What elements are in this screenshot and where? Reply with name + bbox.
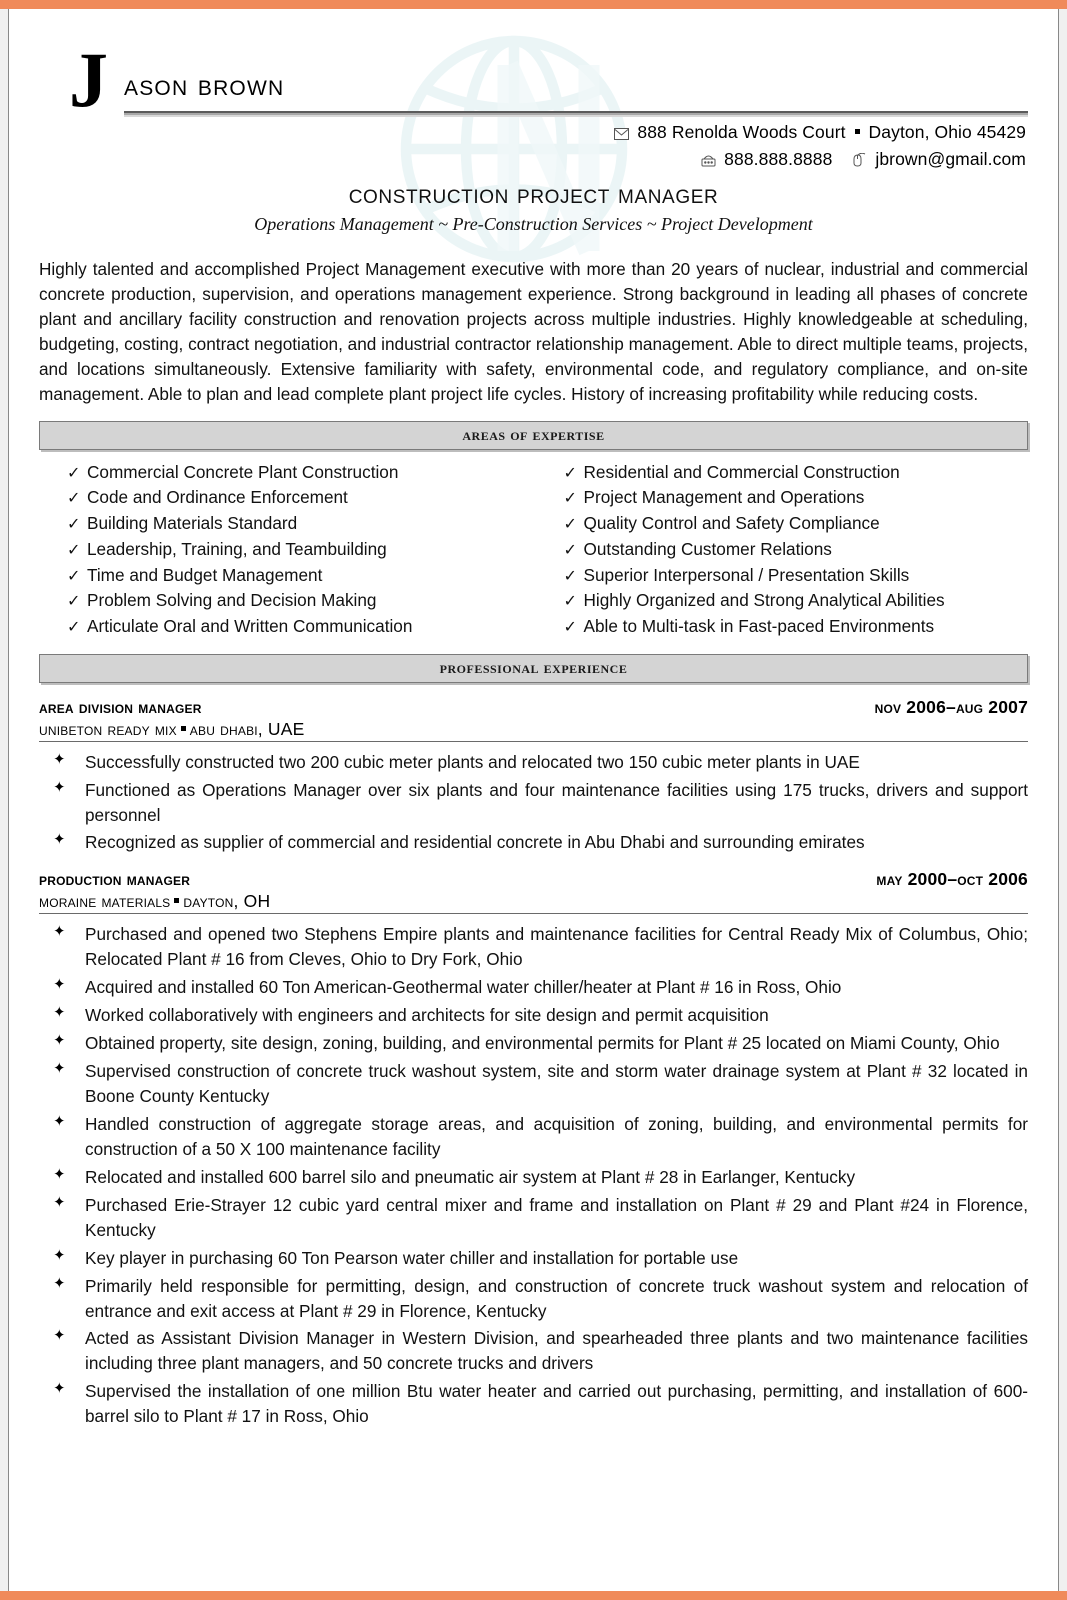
job-bullet-item — [39, 1326, 1028, 1376]
contact-phone-email-line — [614, 147, 1026, 174]
job-dates: may 2000–oct 2006 — [876, 869, 1028, 890]
job-company-line — [39, 891, 1028, 914]
check-icon: ✓ — [67, 567, 81, 585]
jobs-container — [39, 697, 1028, 1430]
expertise-item — [564, 485, 1029, 511]
check-icon: ✓ — [67, 541, 81, 559]
check-icon: ✓ — [67, 618, 81, 636]
expertise-item-label: Time and Budget Management — [87, 564, 323, 585]
job-header-row — [39, 869, 1028, 890]
expertise-column-right — [564, 460, 1029, 640]
check-icon: ✓ — [563, 593, 577, 611]
job-bullet-list — [39, 750, 1028, 856]
star-bullet-icon: ✦ — [53, 1004, 66, 1022]
star-bullet-icon: ✦ — [53, 1380, 66, 1398]
check-icon: ✓ — [563, 490, 577, 508]
expertise-item-label: Building Materials Standard — [87, 513, 298, 534]
section-header-areas-of-expertise — [39, 421, 1028, 450]
star-bullet-icon: ✦ — [53, 976, 66, 994]
expertise-item-label: Quality Control and Safety Compliance — [583, 513, 880, 534]
job-location-city: abu dhabi, — [189, 718, 263, 739]
star-bullet-icon: ✦ — [53, 1193, 66, 1211]
section-header-label: areas of expertise — [462, 424, 605, 444]
section-header-professional-experience — [39, 654, 1028, 683]
job-bullet-list — [39, 922, 1028, 1429]
job-company-and-location — [39, 891, 270, 911]
job-bullet-item — [39, 1165, 1028, 1190]
job-bullet-item — [39, 750, 1028, 775]
job-bullet-item — [39, 1112, 1028, 1162]
job-bullet-item — [39, 1059, 1028, 1109]
job-bullet-item — [39, 1246, 1028, 1271]
job-bullet-item — [39, 1031, 1028, 1056]
expertise-item-label: Commercial Concrete Plant Construction — [87, 461, 399, 482]
expertise-item — [564, 563, 1029, 589]
expertise-item-label: Highly Organized and Strong Analytical Abilities — [583, 590, 945, 611]
job-bullet-text: Acquired and installed 60 Ton American-Geothermal water chiller/heater at Plant # 16 in Ross, Ohio — [85, 977, 842, 998]
contact-address-line — [614, 120, 1026, 147]
job-target-subtitle: Operations Management ~ Pre-Construction Services ~ Project Development — [254, 214, 813, 234]
expertise-item-label: Project Management and Operations — [583, 487, 865, 508]
star-bullet-icon: ✦ — [53, 1032, 66, 1050]
telephone-icon — [701, 149, 716, 174]
company-location-separator-square — [181, 726, 186, 731]
address-text: 888 Renolda Woods Court — [637, 122, 846, 142]
name-dropcap: J — [69, 36, 108, 123]
job-bullet-item — [39, 778, 1028, 828]
job-bullet-text: Relocated and installed 600 barrel silo and pneumatic air system at Plant # 28 in Earlanger, Kentucky — [85, 1166, 856, 1187]
job-bullet-text: Successfully constructed two 200 cubic meter plants and relocated two 150 cubic meter plants in UAE — [85, 751, 860, 772]
job-location-city: dayton, — [183, 891, 239, 912]
job-bullet-item — [39, 1379, 1028, 1429]
resume-header — [39, 36, 1028, 170]
job-bullet-item — [39, 1274, 1028, 1324]
check-icon: ✓ — [67, 516, 81, 534]
expertise-item-label: Code and Ordinance Enforcement — [87, 487, 348, 508]
expertise-item-label: Superior Interpersonal / Presentation Skills — [583, 564, 910, 585]
job-company-line — [39, 719, 1028, 742]
job-company-name: unibeton ready mix — [39, 718, 177, 739]
expertise-item-label: Outstanding Customer Relations — [583, 538, 832, 559]
job-bullet-text: Primarily held responsible for permitting, design, and construction of concrete truck washout system and relocation of entrance and exit access at Plant # 29 in Florence, Kentucky — [85, 1275, 1028, 1321]
job-bullet-text: Key player in purchasing 60 Ton Pearson water chiller and installation for portable use — [85, 1247, 739, 1268]
check-icon: ✓ — [67, 593, 81, 611]
areas-of-expertise-grid — [67, 460, 1028, 640]
star-bullet-icon: ✦ — [53, 1112, 66, 1130]
address-separator-square — [855, 129, 860, 134]
job-bullet-item — [39, 1193, 1028, 1243]
star-bullet-icon: ✦ — [53, 923, 66, 941]
expertise-item — [67, 485, 532, 511]
check-icon: ✓ — [563, 567, 577, 585]
resume-paper — [8, 9, 1059, 1591]
job-bullet-text: Recognized as supplier of commercial and residential concrete in Abu Dhabi and surrounding emirates — [85, 832, 865, 853]
page-top-accent-bar — [0, 0, 1067, 9]
email-text: jbrown@gmail.com — [875, 149, 1026, 170]
job-target-block — [39, 179, 1028, 235]
star-bullet-icon: ✦ — [53, 1060, 66, 1078]
check-icon: ✓ — [67, 464, 81, 482]
contact-block — [614, 120, 1026, 175]
job-bullet-text: Acted as Assistant Division Manager in Western Division, and spearheaded three plants and two maintenance facilities including three plant managers, and 50 concrete trucks and drivers — [85, 1328, 1028, 1374]
job-title: production manager — [39, 869, 191, 890]
job-bullet-text: Purchased and opened two Stephens Empire plants and maintenance facilities for Central Ready Mix of Columbus, Ohio; Relocated Plant # 16 from Cleves, Ohio to Dry Fork, Ohio — [85, 924, 1028, 970]
expertise-item — [67, 460, 532, 486]
resume-content — [9, 9, 1058, 1429]
star-bullet-icon: ✦ — [53, 831, 66, 849]
job-bullet-item — [39, 1003, 1028, 1028]
job-location-region: UAE — [262, 718, 305, 739]
page-bottom-accent-bar — [0, 1591, 1067, 1600]
expertise-item — [67, 511, 532, 537]
company-location-separator-square — [174, 898, 179, 903]
expertise-item — [564, 511, 1029, 537]
job-bullet-text: Worked collaboratively with engineers and architects for site design and permit acquisition — [85, 1005, 769, 1026]
job-bullet-text: Handled construction of aggregate storage areas, and acquisition of zoning, building, and environmental permits for construction of a 50 X 100 maintenance facility — [85, 1113, 1028, 1159]
professional-summary: Highly talented and accomplished Project Management executive with more than 20 years of nuclear, industrial and commercial concrete production, supervision, and operations management experience. Strong background in leading all phases of concrete plant and ancillary facility construction and renovation projects across multiple industries. Highly knowledgeable at scheduling, budgeting, costing, contract negotiation, and industrial contractor relationship management. Able to direct multiple teams, projects, and locations simultaneously. Extensive familiarity with safety, environmental code, and regulatory compliance, and on-site management. Able to plan and lead complete plant project life cycles. History of increasing profitability while reducing costs. — [39, 259, 1028, 404]
job-bullet-text: Supervised construction of concrete truck washout system, site and storm water drainage system at Plant # 32 located in Boone County Kentucky — [85, 1061, 1028, 1107]
expertise-item-label: Able to Multi-task in Fast-paced Environments — [583, 615, 935, 636]
star-bullet-icon: ✦ — [53, 1274, 66, 1292]
expertise-item — [67, 588, 532, 614]
job-bullet-text: Functioned as Operations Manager over six plants and four maintenance facilities using 175 trucks, drivers and support personnel — [85, 779, 1028, 825]
job-bullet-text: Obtained property, site design, zoning, building, and environmental permits for Plant # 25 located on Miami County, Ohio — [85, 1033, 1000, 1054]
expertise-item-label: Problem Solving and Decision Making — [87, 590, 377, 611]
job-company-and-location — [39, 719, 305, 739]
city-state-zip-text: Dayton, Ohio 45429 — [868, 122, 1026, 142]
expertise-item — [564, 460, 1029, 486]
expertise-item — [67, 563, 532, 589]
job-entry — [39, 869, 1028, 1429]
expertise-item — [67, 537, 532, 563]
job-bullet-text: Supervised the installation of one million Btu water heater and carried out purchasing, permitting, and installation of 600-barrel silo to Plant # 17 in Ross, Ohio — [85, 1381, 1028, 1427]
check-icon: ✓ — [563, 618, 577, 636]
expertise-item-label: Articulate Oral and Written Communication — [87, 615, 413, 636]
expertise-item-label: Leadership, Training, and Teambuilding — [87, 538, 387, 559]
job-bullet-item — [39, 975, 1028, 1000]
star-bullet-icon: ✦ — [53, 778, 66, 796]
expertise-item — [564, 614, 1029, 640]
phone-text: 888.888.8888 — [724, 149, 833, 170]
expertise-item — [564, 588, 1029, 614]
star-bullet-icon: ✦ — [53, 1327, 66, 1345]
job-company-name: moraine materials — [39, 891, 171, 912]
envelope-icon — [614, 122, 629, 147]
header-divider-rule — [124, 111, 1028, 117]
job-bullet-text: Purchased Erie-Strayer 12 cubic yard central mixer and frame and installation on Plant # 29 and Plant #24 in Florence, Kentucky — [85, 1194, 1028, 1240]
check-icon: ✓ — [563, 541, 577, 559]
job-title: area division manager — [39, 696, 202, 717]
candidate-name: ason brown — [124, 69, 285, 102]
star-bullet-icon: ✦ — [53, 1165, 66, 1183]
job-bullet-item — [39, 830, 1028, 855]
expertise-item — [564, 537, 1029, 563]
check-icon: ✓ — [563, 464, 577, 482]
star-bullet-icon: ✦ — [53, 1246, 66, 1264]
mouse-pointer-icon — [852, 149, 867, 174]
check-icon: ✓ — [67, 490, 81, 508]
job-entry — [39, 697, 1028, 856]
expertise-item-label: Residential and Commercial Construction — [583, 461, 900, 482]
job-target-title: construction project manager — [348, 179, 719, 209]
job-header-row — [39, 697, 1028, 718]
job-bullet-item — [39, 922, 1028, 972]
star-bullet-icon: ✦ — [53, 750, 66, 768]
check-icon: ✓ — [563, 516, 577, 534]
expertise-column-left — [67, 460, 532, 640]
expertise-item — [67, 614, 532, 640]
job-dates: nov 2006–aug 2007 — [874, 696, 1028, 717]
job-location-region: OH — [238, 891, 271, 912]
section-header-label: professional experience — [439, 657, 628, 677]
